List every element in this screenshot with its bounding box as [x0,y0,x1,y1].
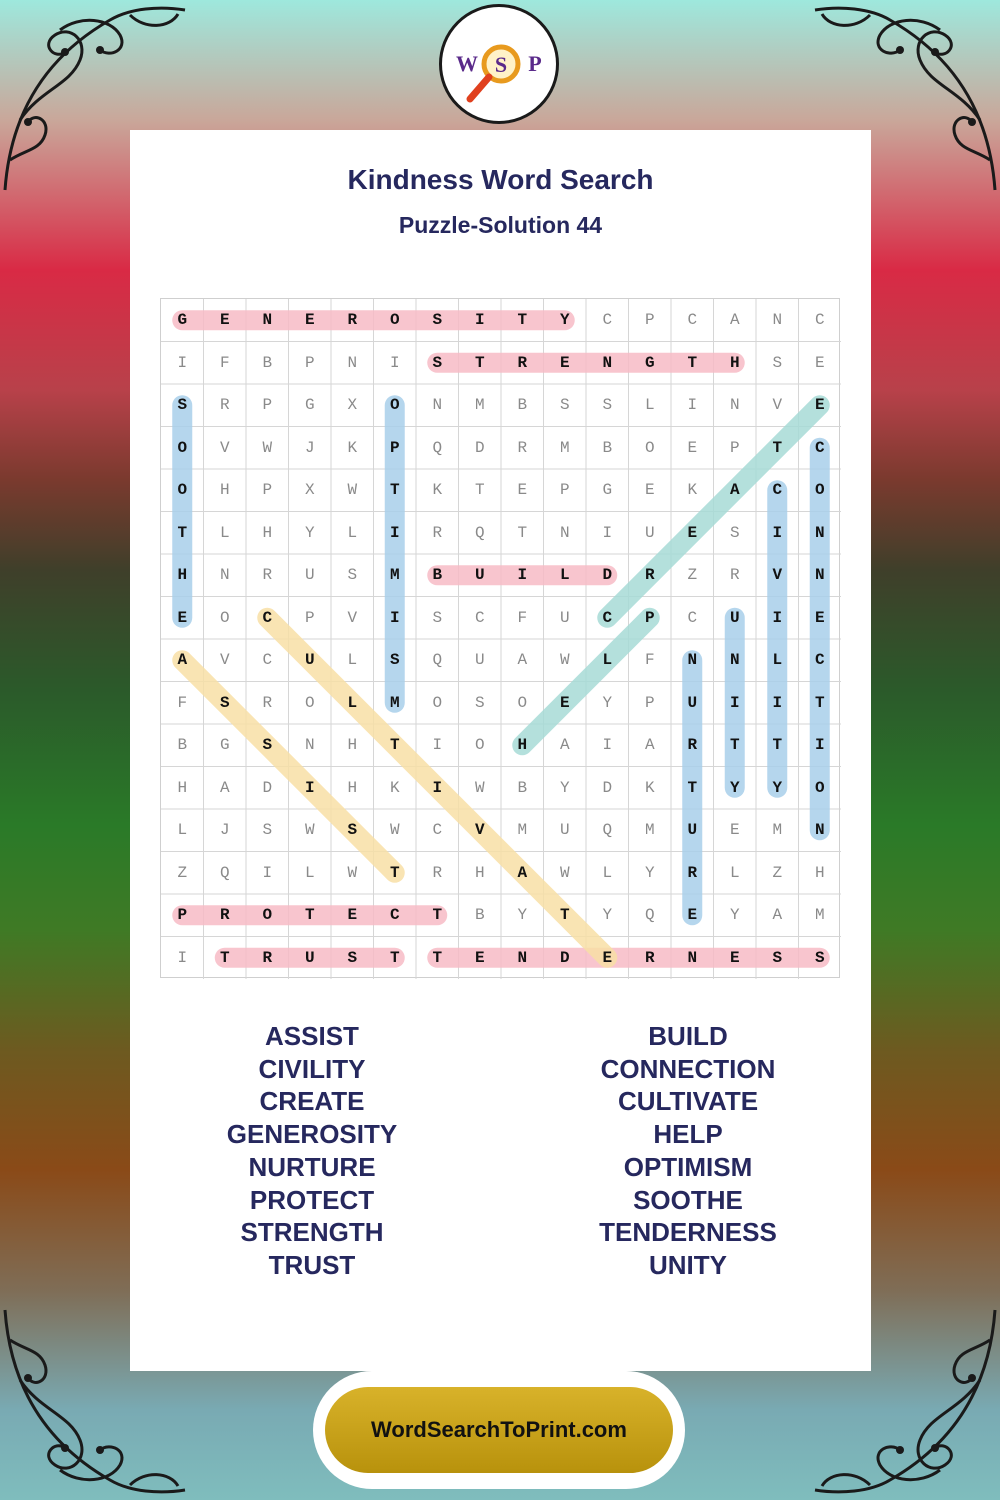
grid-cell[interactable]: F [644,651,655,670]
grid-cell[interactable]: O [814,778,825,797]
grid-cell[interactable]: T [389,863,400,882]
grid-cell[interactable]: W [474,778,485,797]
grid-cell[interactable]: R [517,353,528,372]
grid-cell[interactable]: D [602,778,613,797]
grid-cell[interactable]: K [347,438,358,457]
grid-cell[interactable]: C [602,608,613,627]
grid-cell[interactable]: O [177,438,188,457]
grid-cell[interactable]: E [559,693,570,712]
grid-cell[interactable]: O [644,438,655,457]
grid-cell[interactable]: N [687,651,698,670]
grid-cell[interactable]: B [432,566,443,585]
grid-cell[interactable]: I [772,693,783,712]
grid-cell[interactable]: P [262,481,273,500]
site-logo[interactable] [439,4,559,124]
grid-cell[interactable]: Y [729,906,740,925]
grid-cell[interactable]: E [687,438,698,457]
grid-cell[interactable]: H [517,736,528,755]
grid-cell[interactable]: G [602,481,613,500]
grid-cell[interactable]: U [559,608,570,627]
grid-cell[interactable]: Z [687,566,698,585]
grid-cell[interactable]: F [517,608,528,627]
grid-cell[interactable]: Y [517,906,528,925]
grid-cell[interactable]: Y [559,311,570,330]
grid-cell[interactable]: S [729,523,740,542]
grid-cell[interactable]: R [262,948,273,967]
grid-cell[interactable]: A [517,863,528,882]
grid-cell[interactable]: S [772,948,783,967]
grid-cell[interactable]: H [347,778,358,797]
grid-cell[interactable]: U [304,651,315,670]
grid-cell[interactable]: T [304,906,315,925]
grid-cell[interactable]: U [559,821,570,840]
grid-cell[interactable]: E [729,821,740,840]
grid-cell[interactable]: P [644,311,655,330]
grid-cell[interactable]: K [687,481,698,500]
grid-cell[interactable]: T [474,481,485,500]
grid-cell[interactable]: V [474,821,485,840]
grid-cell[interactable]: Q [219,863,230,882]
grid-cell[interactable]: L [644,396,655,415]
grid-cell[interactable]: I [432,736,443,755]
grid-cell[interactable]: S [474,693,485,712]
grid-cell[interactable]: G [644,353,655,372]
grid-cell[interactable]: C [474,608,485,627]
grid-cell[interactable]: J [219,821,230,840]
grid-cell[interactable]: Y [602,906,613,925]
grid-cell[interactable]: P [729,438,740,457]
grid-cell[interactable]: I [772,608,783,627]
grid-cell[interactable]: T [687,353,698,372]
grid-cell[interactable]: O [389,396,400,415]
grid-cell[interactable]: W [559,651,570,670]
grid-cell[interactable]: U [687,693,698,712]
page-title: Kindness Word Search [347,164,654,195]
grid-cell[interactable]: O [219,608,230,627]
grid-cell[interactable]: T [389,948,400,967]
grid-cell[interactable]: P [559,481,570,500]
grid-cell[interactable]: L [304,863,315,882]
word-list-item: HELP [653,1119,723,1150]
grid-cell[interactable]: G [304,396,315,415]
grid-cell[interactable]: R [644,948,655,967]
grid-cell[interactable]: L [602,863,613,882]
grid-cell[interactable]: N [559,523,570,542]
grid-cell[interactable]: R [219,906,230,925]
grid-cell[interactable]: T [219,948,230,967]
grid-cell[interactable]: S [432,311,443,330]
grid-cell[interactable]: X [347,396,358,415]
grid-cell[interactable]: E [814,353,825,372]
grid-cell[interactable]: U [644,523,655,542]
grid-cell[interactable]: H [474,863,485,882]
word-list-item: TRUST [268,1249,356,1280]
grid-cell[interactable]: S [772,353,783,372]
logo-letter-s: S [494,52,508,77]
grid-cell[interactable]: A [772,906,783,925]
grid-cell[interactable]: P [644,608,655,627]
grid-cell[interactable]: I [474,311,485,330]
grid-cell[interactable]: I [687,396,698,415]
grid-cell[interactable]: N [772,311,783,330]
grid-cell[interactable]: I [389,353,400,372]
grid-cell[interactable]: Q [432,438,443,457]
grid-cell[interactable]: T [517,311,528,330]
word-list-item: STRENGTH [240,1217,384,1248]
grid-cell[interactable]: O [517,693,528,712]
word-search-grid [160,298,840,978]
grid-cell[interactable]: E [219,311,230,330]
grid-cell[interactable]: A [644,736,655,755]
grid-cell[interactable]: W [347,481,358,500]
grid-cell[interactable]: K [389,778,400,797]
grid-cell[interactable]: R [687,863,698,882]
grid-cell[interactable]: V [219,438,230,457]
grid-cell[interactable]: E [559,353,570,372]
grid-cell[interactable]: T [687,778,698,797]
grid-cell[interactable]: A [729,311,740,330]
grid-cell[interactable]: S [347,948,358,967]
grid-cell[interactable]: C [432,821,443,840]
word-list-item: CREATE [259,1086,365,1117]
grid-cell[interactable]: N [687,948,698,967]
grid-cell[interactable]: T [517,523,528,542]
grid-cell[interactable]: L [347,693,358,712]
grid-cell[interactable]: E [729,948,740,967]
grid-cell[interactable]: Q [474,523,485,542]
grid-cell[interactable]: S [602,396,613,415]
grid-cell[interactable]: R [347,311,358,330]
website-badge[interactable] [313,1371,685,1489]
grid-cell[interactable]: S [262,736,273,755]
grid-cell[interactable]: H [219,481,230,500]
grid-cell[interactable]: N [304,736,315,755]
grid-cell[interactable]: S [432,608,443,627]
grid-cell[interactable]: L [559,566,570,585]
grid-cell[interactable]: N [814,821,825,840]
word-list-item: CIVILITY [258,1053,366,1084]
word-list-left [162,1020,462,1282]
grid-cell[interactable]: R [432,523,443,542]
grid-cell[interactable]: C [262,651,273,670]
word-list-item: UNITY [649,1249,727,1280]
grid-cell[interactable]: B [262,353,273,372]
grid-cell[interactable]: T [559,906,570,925]
grid-cell[interactable]: Q [602,821,613,840]
grid-cell[interactable]: O [262,906,273,925]
grid-cell[interactable]: N [729,396,740,415]
grid-cell[interactable]: M [474,396,485,415]
grid-cell[interactable]: T [729,736,740,755]
grid-cell[interactable]: C [602,311,613,330]
grid-cell[interactable]: C [814,651,825,670]
grid-cell[interactable]: U [474,566,485,585]
grid-cell[interactable]: E [517,481,528,500]
word-list-item: GENEROSITY [226,1119,398,1150]
grid-cell[interactable]: C [814,438,825,457]
word-list-item: CONNECTION [600,1053,776,1084]
grid-cell[interactable]: Z [177,863,188,882]
grid-cell[interactable]: A [219,778,230,797]
grid-cell[interactable]: T [814,693,825,712]
grid-cell[interactable]: B [602,438,613,457]
grid-cell[interactable]: P [304,353,315,372]
grid-cell[interactable]: M [389,693,400,712]
grid-cell[interactable]: B [517,396,528,415]
grid-cell[interactable]: I [729,693,740,712]
website-link[interactable]: WordSearchToPrint.com [325,1387,673,1473]
grid-cell[interactable]: T [432,948,443,967]
grid-cell[interactable]: W [304,821,315,840]
grid-cell[interactable]: E [814,396,825,415]
grid-cell[interactable]: I [814,736,825,755]
grid-cell[interactable]: A [559,736,570,755]
grid-cell[interactable]: R [432,863,443,882]
grid-cell[interactable]: I [517,566,528,585]
grid-cell[interactable]: A [517,651,528,670]
grid-cell[interactable]: Y [602,693,613,712]
grid-cell[interactable]: E [304,311,315,330]
grid-cell[interactable]: B [517,778,528,797]
grid-cell[interactable]: N [729,651,740,670]
grid-cell[interactable]: R [262,566,273,585]
grid-cell[interactable]: G [219,736,230,755]
grid-cell[interactable]: L [729,863,740,882]
grid-cell[interactable]: I [389,523,400,542]
grid-cell[interactable]: I [304,778,315,797]
grid-cell[interactable]: D [262,778,273,797]
grid-cell[interactable]: T [772,438,783,457]
grid-cell[interactable]: S [347,821,358,840]
grid-cell[interactable]: O [304,693,315,712]
grid-cell[interactable]: D [559,948,570,967]
grid-cell[interactable]: O [389,311,400,330]
word-list-item: BUILD [648,1021,728,1051]
grid-cell[interactable]: T [389,481,400,500]
word-list-item: PROTECT [249,1184,375,1215]
grid-cell[interactable]: U [687,821,698,840]
grid-cell[interactable]: U [304,948,315,967]
grid-cell[interactable]: H [177,778,188,797]
grid-cell[interactable]: L [347,651,358,670]
grid-cell[interactable]: U [729,608,740,627]
grid-cell[interactable]: E [814,608,825,627]
grid-cell[interactable]: M [772,821,783,840]
grid-cell[interactable]: S [262,821,273,840]
grid-cell[interactable]: V [219,651,230,670]
grid-cell[interactable]: T [772,736,783,755]
grid-cell[interactable]: E [347,906,358,925]
grid-cell[interactable]: S [814,948,825,967]
grid-cell[interactable]: B [177,736,188,755]
word-list-item: OPTIMISM [623,1151,753,1182]
grid-cell[interactable]: Y [729,778,740,797]
grid-cell[interactable]: M [814,906,825,925]
grid-cell[interactable]: L [602,651,613,670]
grid-cell[interactable]: O [474,736,485,755]
grid-cell[interactable]: E [644,481,655,500]
grid-cell[interactable]: M [644,821,655,840]
grid-cell[interactable]: L [347,523,358,542]
grid-cell[interactable]: S [347,566,358,585]
grid-cell[interactable]: R [517,438,528,457]
grid-cell[interactable]: E [474,948,485,967]
word-list-item: CULTIVATE [617,1086,759,1117]
grid-cell[interactable]: Y [559,778,570,797]
grid-cell[interactable]: V [347,608,358,627]
grid-cell[interactable]: U [304,566,315,585]
grid-cell[interactable]: O [177,481,188,500]
grid-cell[interactable]: C [814,311,825,330]
grid-cell[interactable]: N [347,353,358,372]
grid-cell[interactable]: F [219,353,230,372]
grid-cell[interactable]: T [432,906,443,925]
grid-cell[interactable]: E [687,906,698,925]
grid-cell[interactable]: S [389,651,400,670]
grid-cell[interactable]: S [177,396,188,415]
grid-cell[interactable]: A [177,651,188,670]
grid-cell[interactable]: W [559,863,570,882]
grid-cell[interactable]: N [262,311,273,330]
grid-cell[interactable]: N [602,353,613,372]
grid-cell[interactable]: L [177,821,188,840]
logo-letter-w: W [456,51,478,76]
grid-cell[interactable]: R [687,736,698,755]
grid-cell[interactable]: D [474,438,485,457]
magnifier-icon [442,7,556,121]
word-list-item: NURTURE [248,1151,376,1182]
grid-cell[interactable]: E [177,608,188,627]
grid-cell[interactable]: F [177,693,188,712]
grid-cell[interactable]: H [262,523,273,542]
grid-cell[interactable]: C [687,311,698,330]
grid-cell[interactable]: P [177,906,188,925]
grid-cell[interactable]: Y [304,523,315,542]
grid-cell[interactable]: B [474,906,485,925]
grid-cell[interactable]: I [772,523,783,542]
grid-cell[interactable]: Q [644,906,655,925]
grid-cell[interactable]: S [432,353,443,372]
grid-cell[interactable]: R [729,566,740,585]
grid-cell[interactable]: R [219,396,230,415]
grid-cell[interactable]: C [262,608,273,627]
grid-cell[interactable]: C [772,481,783,500]
grid-cell[interactable]: L [772,651,783,670]
word-list-item: ASSIST [265,1021,359,1051]
word-list-item: SOOTHE [633,1184,743,1215]
grid-cell[interactable]: W [389,821,400,840]
grid-cell[interactable]: T [177,523,188,542]
grid-cell[interactable]: Q [432,651,443,670]
word-list-right [538,1020,838,1282]
grid-cell[interactable]: K [432,481,443,500]
grid-cell[interactable]: N [814,566,825,585]
grid-cell[interactable]: M [389,566,400,585]
grid-cell[interactable]: H [347,736,358,755]
grid-cell[interactable]: W [262,438,273,457]
puzzle-sheet [130,130,871,1371]
grid-cell[interactable]: R [644,566,655,585]
grid-cell[interactable]: N [814,523,825,542]
grid-cell[interactable]: G [177,311,188,330]
grid-cell[interactable]: N [432,396,443,415]
grid-cell[interactable]: I [602,736,613,755]
grid-cell[interactable]: Z [772,863,783,882]
grid-cell[interactable]: I [432,778,443,797]
grid-cell[interactable]: I [177,948,188,967]
grid-cell[interactable]: W [347,863,358,882]
grid-cell[interactable]: I [602,523,613,542]
grid-cell[interactable]: S [219,693,230,712]
grid-cell[interactable]: H [814,863,825,882]
grid-cell[interactable]: M [559,438,570,457]
grid-cell[interactable]: O [432,693,443,712]
grid-cell[interactable]: I [177,353,188,372]
grid-cell[interactable]: P [644,693,655,712]
grid-cell[interactable]: P [304,608,315,627]
logo-letter-p: P [528,51,542,76]
grid-cell[interactable]: I [262,863,273,882]
grid-cell[interactable]: J [304,438,315,457]
grid-cell[interactable]: N [517,948,528,967]
grid-cell[interactable]: L [219,523,230,542]
grid-cell[interactable]: I [389,608,400,627]
grid-cell[interactable]: H [177,566,188,585]
grid-cell[interactable]: Y [772,778,783,797]
grid-cell[interactable]: D [602,566,613,585]
grid-cell[interactable]: O [814,481,825,500]
grid-cell[interactable]: E [687,523,698,542]
grid-cell[interactable]: P [262,396,273,415]
grid-cell[interactable]: P [389,438,400,457]
grid-cell[interactable]: N [219,566,230,585]
word-list-item: TENDERNESS [599,1217,777,1248]
grid-cell[interactable]: S [559,396,570,415]
grid-cell[interactable]: T [389,736,400,755]
grid-cell[interactable]: R [262,693,273,712]
grid-cell[interactable]: M [517,821,528,840]
grid-cell[interactable]: C [687,608,698,627]
grid-cell[interactable]: A [729,481,740,500]
grid-cell[interactable]: U [474,651,485,670]
grid-cell[interactable]: C [389,906,400,925]
grid-cell[interactable]: V [772,566,783,585]
grid-cell[interactable]: K [644,778,655,797]
grid-cell[interactable]: V [772,396,783,415]
grid-cell[interactable]: E [602,948,613,967]
grid-cell[interactable]: Y [644,863,655,882]
grid-cell[interactable]: T [474,353,485,372]
grid-cell[interactable]: X [304,481,315,500]
page-subtitle: Puzzle-Solution 44 [398,212,603,238]
grid-cell[interactable]: H [729,353,740,372]
